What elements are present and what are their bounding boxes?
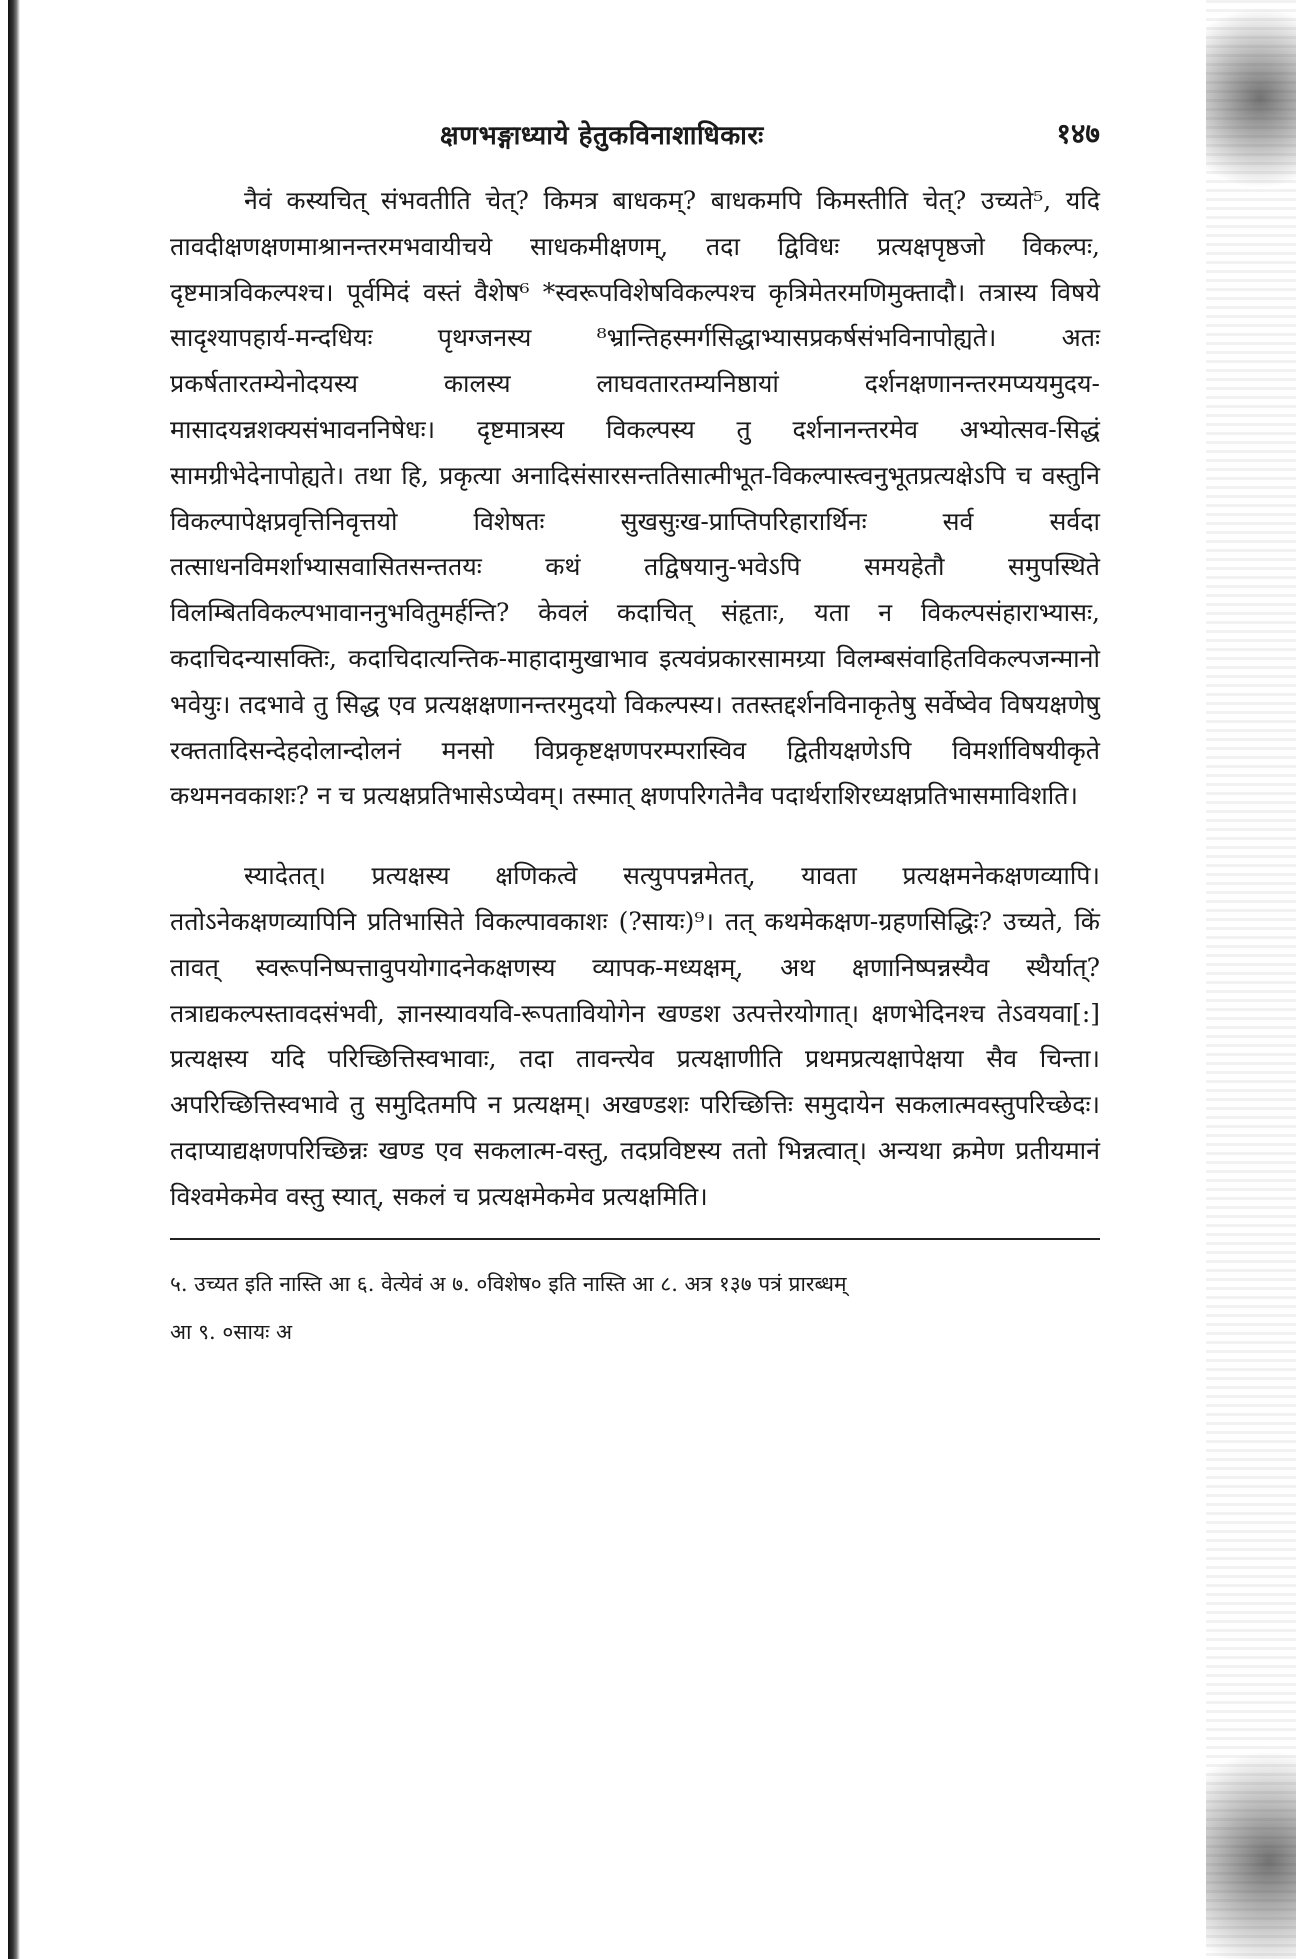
page-number: १४७	[1056, 117, 1100, 150]
page-edge-shadow-right	[1206, 0, 1296, 1959]
footnote-line-2: आ ९. ०सायः अ	[170, 1319, 293, 1344]
footnote-line-1: ५. उच्यत इति नास्ति आ ६. वेत्येवं अ ७. ०विशेष० इति नास्ति आ ८. अत्र १३७ पत्रं प्रारब्धम्	[170, 1271, 847, 1296]
body-paragraph-2: स्यादेतत्। प्रत्यक्षस्य क्षणिकत्वे सत्युपपन्नमेतत्, यावता प्रत्यक्षमनेकक्षणव्यापि। ततोऽनेकक्षणव्यापिनि प्रतिभासिते विकल्पावकाशः (?सायः)⁹। तत् कथमेकक्षण-ग्रहणसिद्धिः? उच्यते, किं तावत् स्वरूपनिष्पत्तावुपयोगादनेकक्षणस्य व्यापक-मध्यक्षम्, अथ क्षणानिष्पन्नस्यैव स्थैर्यात्? तत्राद्यकल्पस्तावदसंभवी, ज्ञानस्यावयवि-रूपतावियोगेन खण्डश उत्पत्तेरयोगात्। क्षणभेदिनश्च तेऽवयवा[:] प्रत्यक्षस्य यदि परिच्छित्तिस्वभावाः, तदा तावन्त्येव प्रत्यक्षाणीति प्रथमप्रत्यक्षापेक्षया सैव चिन्ता। अपरिच्छित्तिस्वभावे तु समुदितमपि न प्रत्यक्षम्। अखण्डशः परिच्छित्तिः समुदायेन सकलात्मवस्तुपरिच्छेदः। तदाप्याद्यक्षणपरिच्छिन्नः खण्ड एव सकलात्म-वस्तु, तदप्रविष्टस्य ततो भिन्नत्वात्। अन्यथा क्रमेण प्रतीयमानं विश्वमेकमेव वस्तु स्यात्, सकलं च प्रत्यक्षमेकमेव प्रत्यक्षमिति।	[170, 861, 1100, 1211]
running-title: क्षणभङ्गाध्याये हेतुकविनाशाधिकारः	[440, 121, 764, 151]
page-edge-shadow-left	[8, 0, 20, 1959]
footnote-divider	[170, 1238, 1100, 1240]
footnotes	[170, 1260, 1100, 1356]
document-page	[170, 110, 1100, 1356]
page-header	[170, 110, 1100, 158]
body-paragraph-1: नैवं कस्यचित् संभवतीति चेत्? किमत्र बाधकम्? बाधकमपि किमस्तीति चेत्? उच्यते⁵, यदि तावदीक्षणक्षणमाश्रानन्तरमभवायीचये साधकमीक्षणम्, तदा द्विविधः प्रत्यक्षपृष्ठजो विकल्पः, दृष्टमात्रविकल्पश्च। पूर्वमिदं वस्तं वैशेष⁶ *स्वरूपविशेषविकल्पश्च कृत्रिमेतरमणिमुक्तादौ। तत्रास्य विषये सादृश्यापहार्य-मन्दधियः पृथग्जनस्य ⁸भ्रान्तिहस्मर्गसिद्धाभ्यासप्रकर्षसंभविनापोह्यते। अतः प्रकर्षतारतम्येनोदयस्य कालस्य लाघवतारतम्यनिष्ठायां दर्शनक्षणानन्तरमप्ययमुदय-मासादयन्नशक्यसंभावननिषेधः। दृष्टमात्रस्य विकल्पस्य तु दर्शनानन्तरमेव अभ्योत्सव-सिद्धं सामग्रीभेदेनापोह्यते। तथा हि, प्रकृत्या अनादिसंसारसन्ततिसात्मीभूत-विकल्पास्त्वनुभूतप्रत्यक्षेऽपि च वस्तुनि विकल्पापेक्षप्रवृत्तिनिवृत्तयो विशेषतः सुखसुःख-प्राप्तिपरिहारार्थिनः सर्व सर्वदा तत्साधनविमर्शाभ्यासवासितसन्ततयः कथं तद्विषयानु-भवेऽपि समयहेतौ समुपस्थिते विलम्बितविकल्पभावाननुभवितुमर्हन्ति? केवलं कदाचित् संहृताः, यता न विकल्पसंहाराभ्यासः, कदाचिदन्यासक्तिः, कदाचिदात्यन्तिक-माहादामुखाभाव इत्यवंप्रकारसामग्र्या विलम्बसंवाहितविकल्पजन्मानो भवेयुः। तदभावे तु सिद्ध एव प्रत्यक्षक्षणानन्तरमुदयो विकल्पस्य। ततस्तद्दर्शनविनाकृतेषु सर्वेष्वेव विषयक्षणेषु रक्ततादिसन्देहदोलान्दोलनं मनसो विप्रकृष्टक्षणपरम्परास्विव द्वितीयक्षणेऽपि विमर्शाविषयीकृते कथमनवकाशः? न च प्रत्यक्षप्रतिभासेऽप्येवम्। तस्मात् क्षणपरिगतेनैव पदार्थराशिरध्यक्षप्रतिभासमाविशति।	[170, 186, 1100, 811]
